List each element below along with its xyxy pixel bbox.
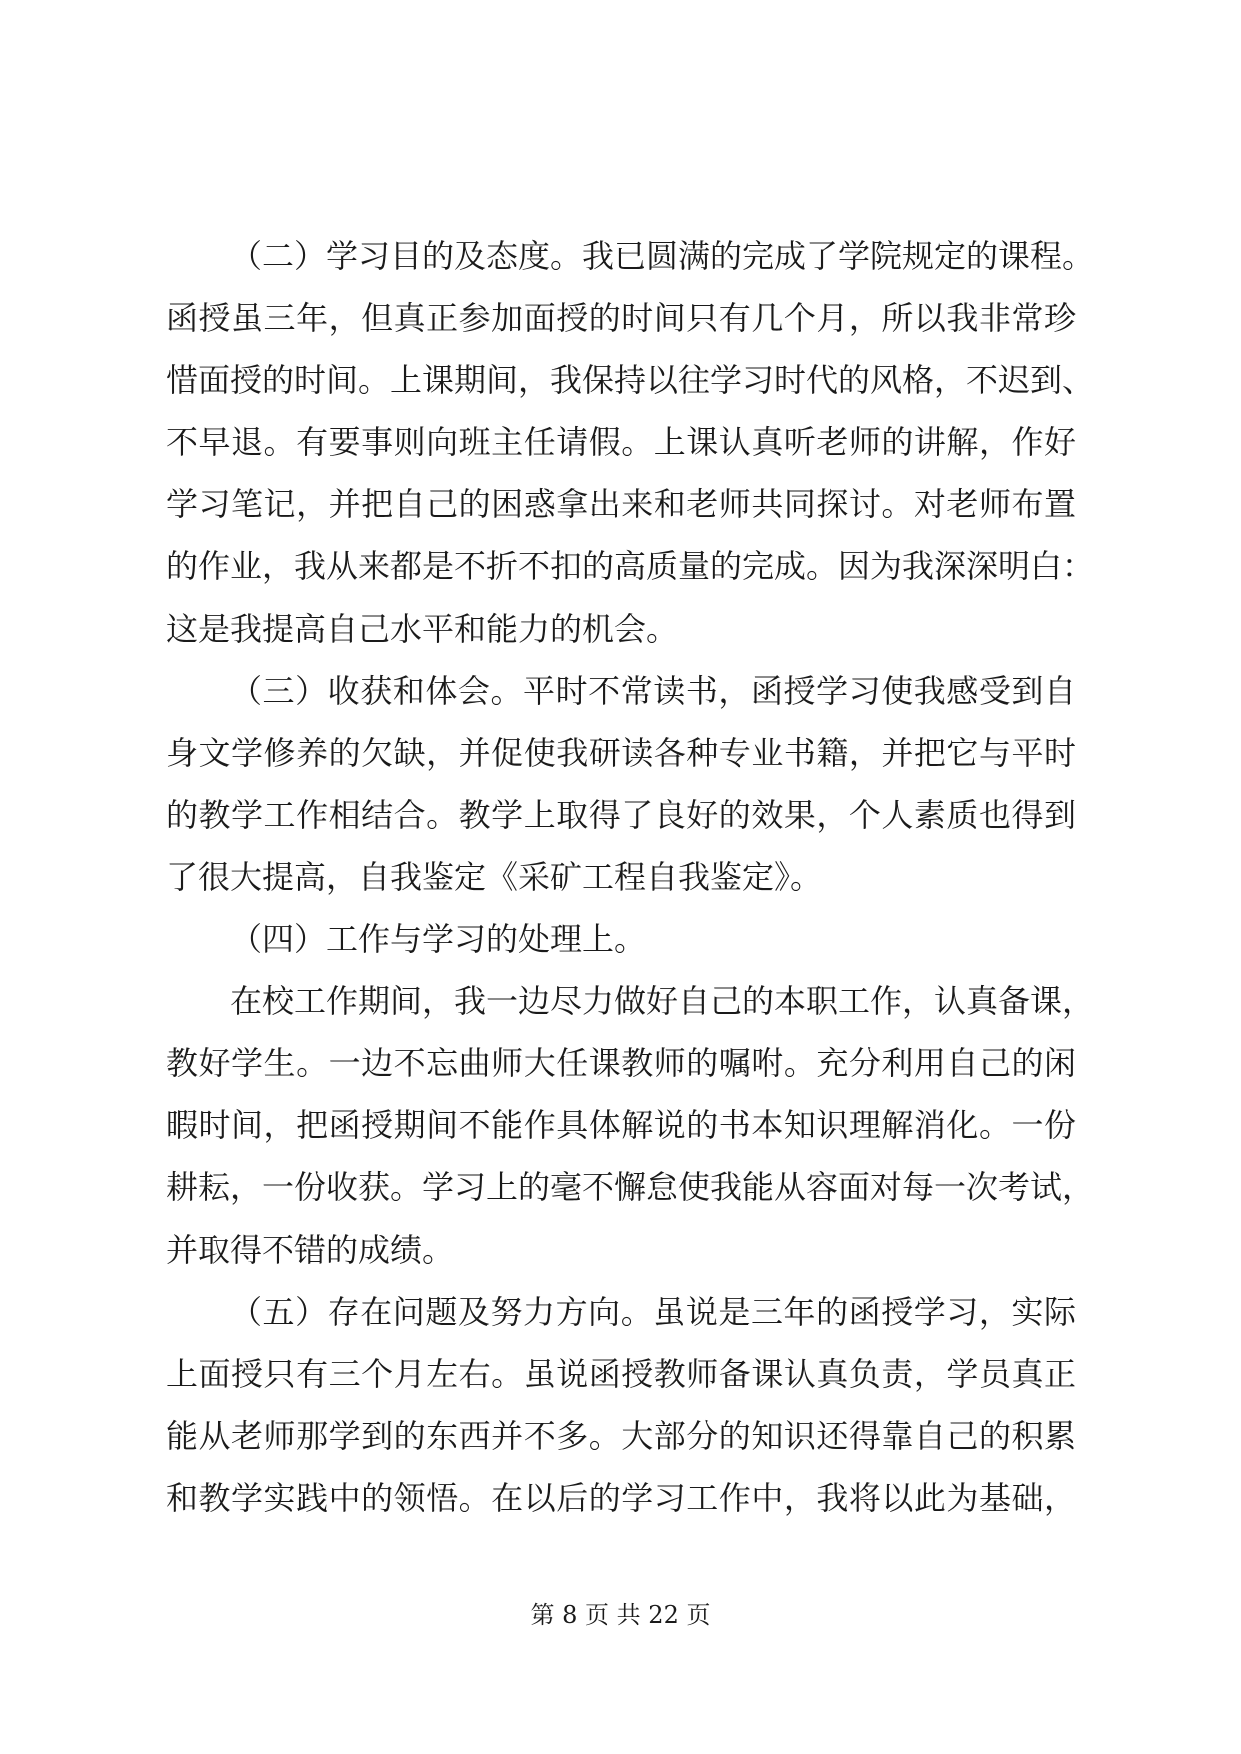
text-line: （五）存在问题及努力方向。虽说是三年的函授学习，实际: [230, 1292, 1076, 1331]
text-line: 函授虽三年，但真正参加面授的时间只有几个月，所以我非常珍: [166, 299, 1076, 338]
text-line: 的教学工作相结合。教学上取得了良好的效果，个人素质也得到: [166, 795, 1076, 834]
text-line: 惜面授的时间。上课期间，我保持以往学习时代的风格，不迟到、: [166, 361, 1095, 400]
text-line: 上面授只有三个月左右。虽说函授教师备课认真负责，学员真正: [166, 1354, 1076, 1393]
text-line: 并取得不错的成绩。: [166, 1230, 455, 1269]
text-line: （四）工作与学习的处理上。: [230, 920, 647, 959]
text-line: 暇时间，把函授期间不能作具体解说的书本知识理解消化。一份: [166, 1106, 1076, 1145]
text-line: 这是我提高自己水平和能力的机会。: [166, 609, 679, 648]
text-line: 学习笔记，并把自己的困惑拿出来和老师共同探讨。对老师布置: [166, 485, 1076, 524]
text-line: 和教学实践中的领悟。在以后的学习工作中，我将以此为基础，: [166, 1478, 1076, 1517]
text-line: 了很大提高，自我鉴定《采矿工程自我鉴定》。: [166, 857, 823, 896]
page-number-footer: 第 8 页 共 22 页: [530, 1601, 711, 1629]
text-line: 在校工作期间，我一边尽力做好自己的本职工作，认真备课，: [230, 982, 1095, 1021]
text-line: 不早退。有要事则向班主任请假。上课认真听老师的讲解，作好: [166, 423, 1076, 462]
text-line: 的作业，我从来都是不折不扣的高质量的完成。因为我深深明白：: [166, 547, 1095, 586]
document-body: [166, 225, 1095, 1529]
text-line: （三）收获和体会。平时不常读书，函授学习使我感受到自: [230, 671, 1076, 710]
text-line: （二）学习目的及态度。我已圆满的完成了学院规定的课程。: [230, 237, 1095, 275]
text-line: 教好学生。一边不忘曲师大任课教师的嘱咐。充分利用自己的闲: [166, 1044, 1076, 1083]
text-line: 身文学修养的欠缺，并促使我研读各种专业书籍，并把它与平时: [166, 733, 1076, 772]
text-line: 能从老师那学到的东西并不多。大部分的知识还得靠自己的积累: [166, 1416, 1076, 1455]
text-line: 耕耘，一份收获。学习上的毫不懈怠使我能从容面对每一次考试，: [166, 1168, 1095, 1207]
